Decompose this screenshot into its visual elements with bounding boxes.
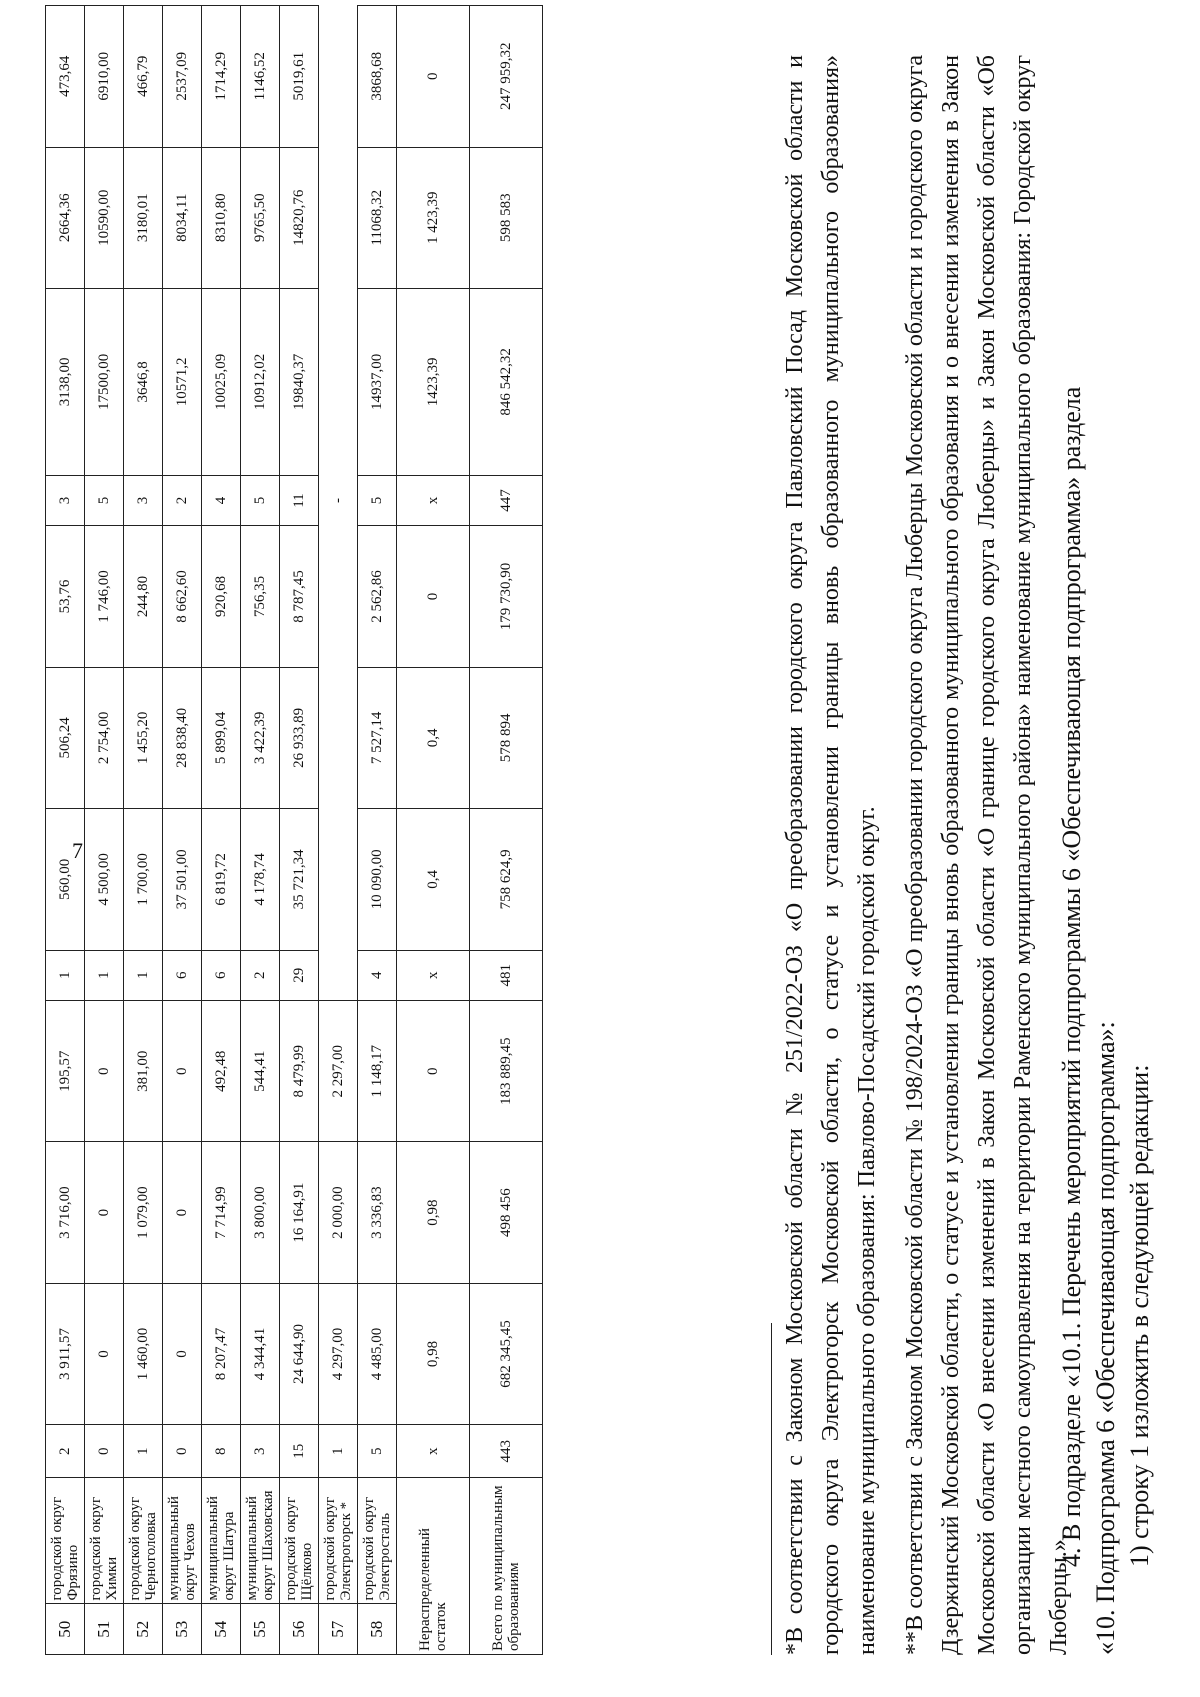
table-cell: 10 090,00 [358,809,397,950]
paragraph-line-2: «10. Подпрограмма 6 «Обеспечивающая подпрограмма»: [1091,1021,1120,1655]
table-cell: 756,35 [241,526,280,667]
table-cell: 10590,00 [85,147,124,288]
table-cell: 1 700,00 [124,809,163,950]
table-cell: 1 460,00 [124,1283,163,1424]
table-cell: 3 911,57 [46,1283,85,1424]
table-cell: 0 [163,1283,202,1424]
row-name-cell: городской округ Электросталь [358,1478,397,1604]
row-name-cell: муниципальный округ Чехов [163,1478,202,1604]
table-cell [319,950,358,1001]
table-cell: 0 [85,1425,124,1478]
table-row [163,6,202,1655]
row-name-cell: городской округ Химки [85,1478,124,1604]
table-cell: 0 [163,1425,202,1478]
table-row [319,6,358,1655]
table-row [202,6,241,1655]
table-cell: 5 [85,475,124,526]
table-row [358,6,397,1655]
paragraph-line-1: 4. В подразделе «10.1. Перечень мероприятий подпрограммы 6 «Обеспечивающая подпрограмма» раздела [1057,386,1086,1567]
table-cell: 4 485,00 [358,1283,397,1424]
table-cell: 1 [319,1425,358,1478]
row-name-cell: городской округ Щёлково [280,1478,319,1604]
table-cell: 2 [241,950,280,1001]
table-cell: 8034,11 [163,147,202,288]
table-cell: 15 [280,1425,319,1478]
table-cell: 2664,36 [46,147,85,288]
table-cell: 1 [124,950,163,1001]
table-cell: 247 959,32 [470,6,543,148]
table-cell: 4 297,00 [319,1283,358,1424]
table-cell: 560,00 [46,809,85,950]
page-number: 7 [72,838,83,863]
table-cell: 4 [358,950,397,1001]
table-cell: 682 345,45 [470,1283,543,1424]
table-cell: 1 [46,950,85,1001]
row-number-cell: 58 [358,1604,397,1655]
table-cell: 443 [470,1425,543,1478]
row-number-cell: 53 [163,1604,202,1655]
table-cell: 2 297,00 [319,1001,358,1142]
table-cell: 3 [124,475,163,526]
table-cell: 0 [163,1001,202,1142]
table-cell: 8 207,47 [202,1283,241,1424]
footnote-rule [771,1323,772,1655]
table-cell: 4 [202,475,241,526]
table-cell: x [397,1425,470,1478]
row-name-cell: городской округ Черноголовка [124,1478,163,1604]
table-cell: 183 889,45 [470,1001,543,1142]
row-number-cell: 56 [280,1604,319,1655]
table-cell: 11068,32 [358,147,397,288]
rotated-page-content [45,5,1175,1655]
table-cell: 2 000,00 [319,1142,358,1283]
table-cell: 4 500,00 [85,809,124,950]
table-cell: 6 [163,950,202,1001]
table-cell [319,147,358,288]
table-cell: 9765,50 [241,147,280,288]
table-cell: 0 [397,526,470,667]
table-cell: 10912,02 [241,288,280,475]
table-cell: 3 800,00 [241,1142,280,1283]
table-cell: 0,4 [397,667,470,808]
table-cell: 19840,37 [280,288,319,475]
table-cell [319,667,358,808]
table-cell: 7 527,14 [358,667,397,808]
table-cell: 16 164,91 [280,1142,319,1283]
table-cell: 2 562,86 [358,526,397,667]
table-row [470,6,543,1655]
table-cell: 179 730,90 [470,526,543,667]
footnote-1: *В соответствии с Законом Московской области № 251/2022-ОЗ «О преобразовании городского округа Павловский Посад Московской области и городского округа Электрогорск Московской области, о статусе и установлении границы вновь образованного муниципального образования» наименование муниципального образования: Павлово-Посадский городской округ. [782,55,880,1655]
table-cell: 498 456 [470,1142,543,1283]
table-cell: 846 542,32 [470,288,543,475]
row-name-cell: муниципальный округ Шатура [202,1478,241,1604]
table-cell: 6 819,72 [202,809,241,950]
table-cell: 8 787,45 [280,526,319,667]
table-row [124,6,163,1655]
row-name-cell: Нераспределенный остаток [397,1478,470,1655]
table-cell: 758 624,9 [470,809,543,950]
row-number-cell: 55 [241,1604,280,1655]
row-name-cell: городской округ Фрязино [46,1478,85,1604]
table-cell: 447 [470,475,543,526]
table-cell: 473,64 [46,6,85,148]
table-cell: 3 336,83 [358,1142,397,1283]
table-cell: 2 [163,475,202,526]
table-cell: 1 746,00 [85,526,124,667]
table-cell: 2 754,00 [85,667,124,808]
table-cell: 1 423,39 [397,147,470,288]
row-name-cell: городской округ Электрогорск * [319,1478,358,1604]
paragraph-line-3: 1) строку 1 изложить в следующей редакции: [1125,1064,1154,1567]
table-cell: 195,57 [46,1001,85,1142]
table-row [280,6,319,1655]
table-cell: 544,41 [241,1001,280,1142]
table-cell: 5 [358,1425,397,1478]
table-cell: 8 479,99 [280,1001,319,1142]
table-cell: 0 [85,1142,124,1283]
table-cell: 6 [202,950,241,1001]
footnote-2: **В соответствии с Законом Московской области № 198/2024-ОЗ «О преобразовании городского округа Люберцы Московской области и городского округа Дзержинский Московской области, о статусе и установлении границы вновь образованного муниципального образования и о внесении изменения в Закон Московской области «О внесении изменений в Закон Московской области «О границе городского округа Люберцы» и Закон Московской области «Об организации местного самоуправления на территории Раменского муниципального района» наименование муниципального образования: Городской округ Люберцы.». [902,55,1072,1655]
table-cell: 14937,00 [358,288,397,475]
table-cell: 8 [202,1425,241,1478]
table-cell: 10571,2 [163,288,202,475]
table-cell: 0,98 [397,1142,470,1283]
row-name-cell: Всего по муниципальным образованиям [470,1478,543,1655]
table-cell: 1714,29 [202,6,241,148]
table-cell [319,288,358,475]
table-cell: 5 [358,475,397,526]
table-cell: 8 662,60 [163,526,202,667]
table-cell: 5019,61 [280,6,319,148]
table-cell: 7 714,99 [202,1142,241,1283]
table-cell: 1 148,17 [358,1001,397,1142]
row-number-cell: 51 [85,1604,124,1655]
table-row [85,6,124,1655]
table-cell [319,6,358,148]
table-cell: 4 178,74 [241,809,280,950]
table-cell: 4 344,41 [241,1283,280,1424]
table-cell: 37 501,00 [163,809,202,950]
table-cell: 2 [46,1425,85,1478]
table-cell: 11 [280,475,319,526]
table-cell: 1 [124,1425,163,1478]
table-cell: 14820,76 [280,147,319,288]
table-cell: 3646,8 [124,288,163,475]
table-cell: 1423,39 [397,288,470,475]
table-cell: 3 716,00 [46,1142,85,1283]
table-cell: 3 [46,475,85,526]
table-cell: 17500,00 [85,288,124,475]
table-cell: 29 [280,950,319,1001]
table-cell: 0,4 [397,809,470,950]
table-cell: 1 [85,950,124,1001]
table-cell: 3180,01 [124,147,163,288]
table-cell: 3138,00 [46,288,85,475]
table-cell: x [397,475,470,526]
table-cell: 481 [470,950,543,1001]
table-cell: 8310,80 [202,147,241,288]
table-row [46,6,85,1655]
row-number-cell: 54 [202,1604,241,1655]
table-cell: 24 644,90 [280,1283,319,1424]
amendment-paragraph [1055,55,1157,1655]
table-cell: 0 [163,1142,202,1283]
table-cell: 5 899,04 [202,667,241,808]
table-cell: x [397,950,470,1001]
table-cell: 578 894 [470,667,543,808]
table-cell: 10025,09 [202,288,241,475]
table-cell: 492,48 [202,1001,241,1142]
table-cell: 28 838,40 [163,667,202,808]
table-row [241,6,280,1655]
table-cell: 0,98 [397,1283,470,1424]
table-cell [319,809,358,950]
table-cell: 26 933,89 [280,667,319,808]
table-cell: 35 721,34 [280,809,319,950]
table-cell: 1 079,00 [124,1142,163,1283]
table-cell: 1 455,20 [124,667,163,808]
table-cell: 0 [85,1001,124,1142]
table-cell: 0 [397,6,470,148]
table-cell: 920,68 [202,526,241,667]
row-number-cell: 50 [46,1604,85,1655]
table-cell: 2537,09 [163,6,202,148]
table-cell [319,526,358,667]
table-cell: 3 422,39 [241,667,280,808]
table-cell: 5 [241,475,280,526]
row-number-cell: 52 [124,1604,163,1655]
table-cell: 244,80 [124,526,163,667]
table-cell: 1146,52 [241,6,280,148]
table-cell: 0 [397,1001,470,1142]
data-table [45,5,543,1655]
table-row [397,6,470,1655]
table-cell: 3868,68 [358,6,397,148]
table-cell: 506,24 [46,667,85,808]
table-cell: 0 [85,1283,124,1424]
row-number-cell: 57 [319,1604,358,1655]
row-name-cell: муниципальный округ Шаховская [241,1478,280,1604]
table-cell: 381,00 [124,1001,163,1142]
table-cell: 598 583 [470,147,543,288]
table-cell: 466,79 [124,6,163,148]
table-cell: 53,76 [46,526,85,667]
table-cell: - [319,475,358,526]
table-cell: 6910,00 [85,6,124,148]
table-cell: 3 [241,1425,280,1478]
